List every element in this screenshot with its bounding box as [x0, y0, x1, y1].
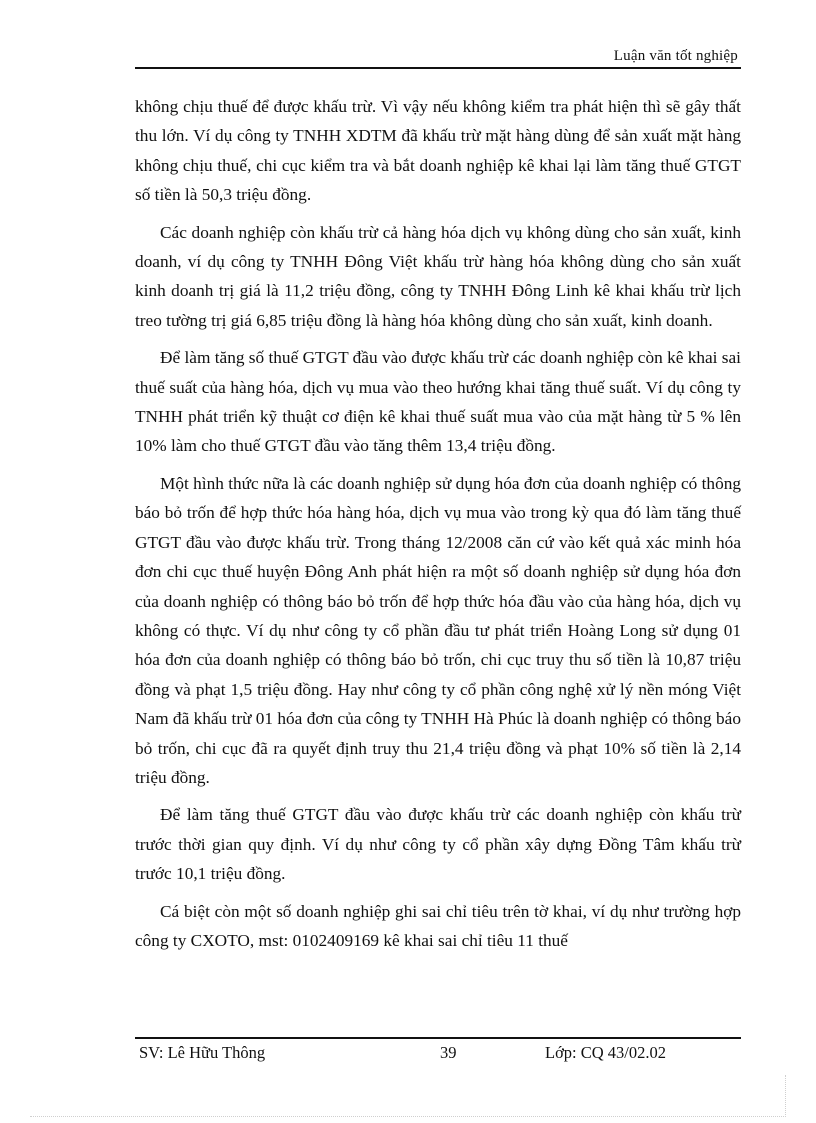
header-rule — [135, 67, 741, 69]
paragraph-5: Để làm tăng thuế GTGT đầu vào được khấu trừ các doanh nghiệp còn khấu trừ trước thời gian quy định. Ví dụ như công ty cổ phần xây dựng Đồng Tâm khấu trừ trước 10,1 triệu đồng. — [135, 805, 741, 884]
page-edge-dotted-right — [785, 1075, 786, 1117]
page-footer — [135, 1043, 741, 1067]
page-edge-dotted — [30, 1116, 786, 1117]
paragraph-3: Để làm tăng số thuế GTGT đầu vào được khấu trừ các doanh nghiệp còn kê khai sai thuế suất của hàng hóa, dịch vụ mua vào theo hướng khai tăng thuế suất. Ví dụ công ty TNHH phát triển kỹ thuật cơ điện kê khai thuế suất mua vào của mặt hàng từ 5 % lên 10% làm cho thuế GTGT đầu vào tăng thêm 13,4 triệu đồng. — [135, 348, 741, 456]
header-title: Luận văn tốt nghiệp — [613, 48, 738, 64]
paragraph-1: không chịu thuế để được khấu trừ. Vì vậy nếu không kiểm tra phát hiện thì sẽ gây thất thu lớn. Ví dụ công ty TNHH XDTM đã khấu trừ mặt hàng dùng để sản xuất mặt hàng không chịu thuế, chi cục kiểm tra và bắt doanh nghiệp kê khai lại làm tăng thuế GTGT số tiền là 50,3 triệu đồng. — [135, 97, 741, 205]
paragraph-6: Cá biệt còn một số doanh nghiệp ghi sai chỉ tiêu trên tờ khai, ví dụ như trường hợp công ty CXOTO, mst: 0102409169 kê khai sai chỉ tiêu 11 thuế — [135, 901, 741, 950]
paragraph-4: Một hình thức nữa là các doanh nghiệp sử dụng hóa đơn của doanh nghiệp có thông báo bỏ trốn để hợp thức hóa hàng hóa, dịch vụ mua vào trong kỳ qua đó làm tăng thuế GTGT đầu vào được khấu trừ. Trong tháng 12/2008 căn cứ vào kết quả xác minh hóa đơn chi cục thuế huyện Đông Anh phát hiện ra một số doanh nghiệp sử dụng hóa đơn của doanh nghiệp có thông báo bỏ trốn để hợp thức hóa đầu vào của hàng hóa, dịch vụ không có thực. Ví dụ như công ty cổ phần đầu tư phát triển Hoàng Long sử dụng 01 hóa đơn của doanh nghiệp có thông báo bỏ trốn, chi cục truy thu số tiền là 10,87 triệu đồng và phạt 1,5 triệu đồng. Hay như công ty cổ phần công nghệ xử lý nền móng Việt Nam đã khấu trừ 01 hóa đơn của công ty TNHH Hà Phúc là doanh nghiệp có thông báo bỏ trốn, chi cục đã ra quyết định truy thu 21,4 triệu đồng và phạt 10% số tiền là 2,14 triệu đồng. — [135, 473, 741, 787]
footer-student: SV: Lê Hữu Thông — [139, 1043, 266, 1062]
footer-rule — [135, 1037, 741, 1039]
footer-page-number: 39 — [440, 1043, 457, 1062]
paragraph-2: Các doanh nghiệp còn khấu trừ cả hàng hóa dịch vụ không dùng cho sản xuất, kinh doanh, ví dụ công ty TNHH Đông Việt khấu trừ hàng hóa không dùng cho sản xuất kinh doanh trị giá là 11,2 triệu đồng, công ty TNHH Đông Linh kê khai khấu trừ lịch treo tường trị giá 6,85 triệu đồng là hàng hóa không dùng cho sản xuất, kinh doanh. — [135, 222, 741, 330]
document-body — [135, 92, 741, 963]
footer-class-code: Lớp: CQ 43/02.02 — [545, 1043, 667, 1062]
